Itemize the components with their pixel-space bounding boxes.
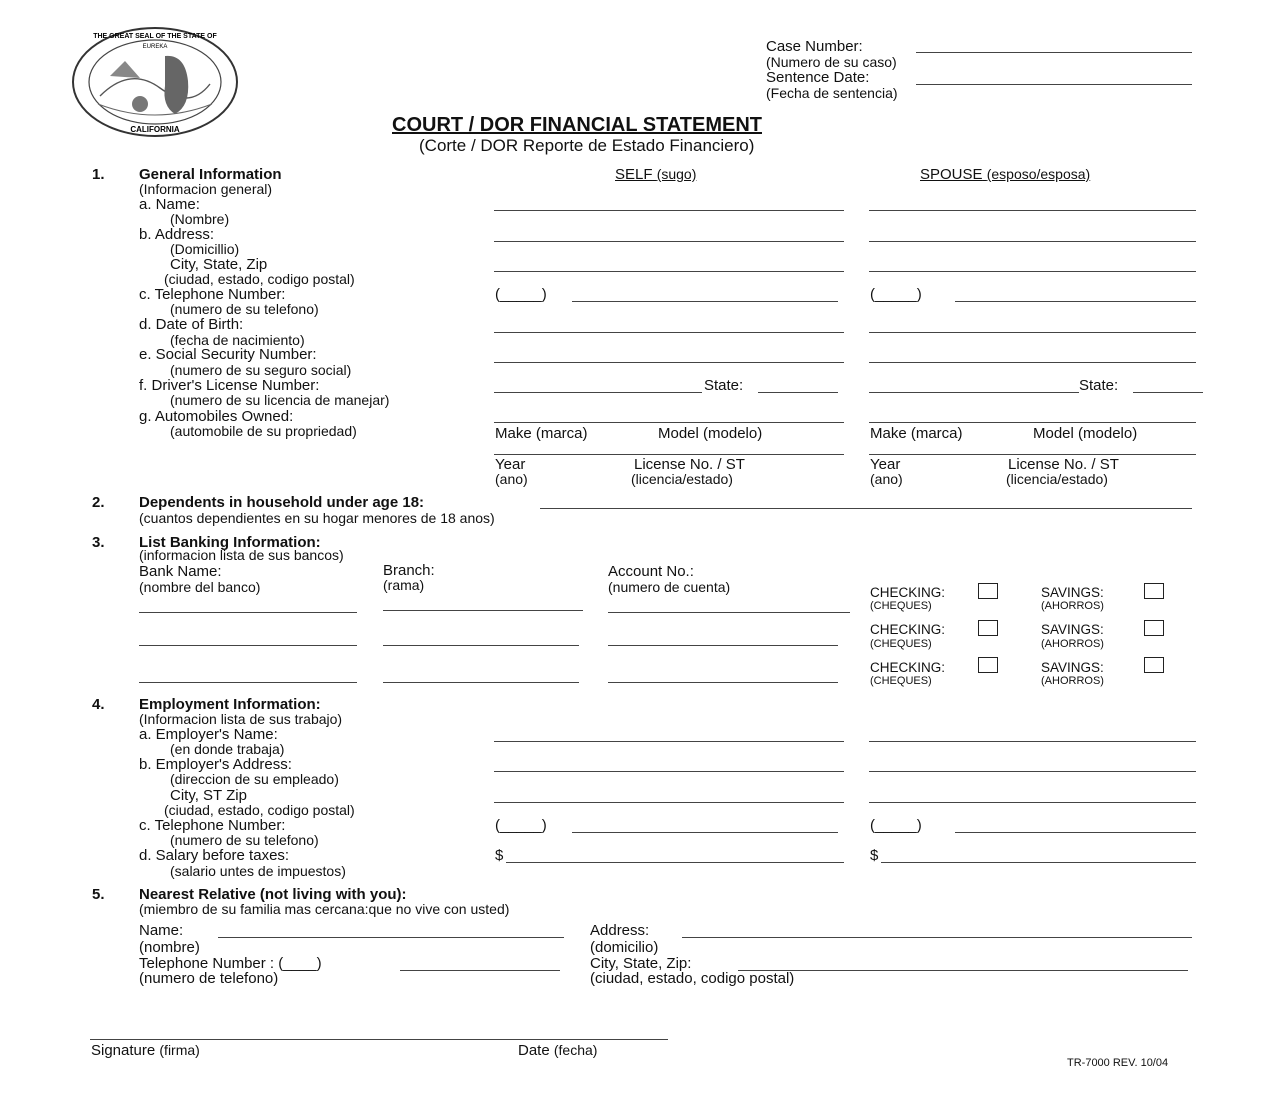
spouse-area-code[interactable]: (_____) — [870, 286, 922, 303]
spouse-license-label-es: (licencia/estado) — [1006, 471, 1108, 487]
section3-heading: List Banking Information: — [139, 534, 321, 551]
spouse-dl-state-label: State: — [1079, 377, 1119, 394]
spouse-model-label: Model (modelo) — [1033, 425, 1138, 442]
relative-name-label-es: (nombre) — [139, 939, 200, 956]
branch-field-3[interactable] — [383, 682, 579, 683]
address-label: b. Address: — [139, 226, 215, 243]
employer-name-label: a. Employer's Name: — [139, 726, 278, 743]
section2-heading: Dependents in household under age 18: — [139, 494, 425, 511]
section4-heading-es: (Informacion lista de sus trabajo) — [139, 711, 343, 727]
city-label: City, State, Zip — [170, 256, 268, 273]
branch-label: Branch: — [383, 562, 435, 579]
signature-label: Signature (firma) — [91, 1042, 200, 1059]
self-make-label: Make (marca) — [495, 425, 588, 442]
self-employer-city-field[interactable] — [494, 802, 844, 803]
self-city-field[interactable] — [494, 271, 844, 272]
city-label-es: (ciudad, estado, codigo postal) — [164, 271, 355, 287]
sentence-date-es: (Fecha de sentencia) — [766, 85, 898, 101]
dob-label: d. Date of Birth: — [139, 316, 244, 333]
self-year-label-es: (ano) — [495, 471, 528, 487]
dl-label-es: (numero de su licencia de manejar) — [170, 392, 390, 408]
case-number-label: Case Number: — [766, 38, 863, 55]
name-label-es: (Nombre) — [170, 211, 230, 227]
section1-heading-es: (Informacion general) — [139, 181, 273, 197]
seal-bottom-text: CALIFORNIA — [130, 125, 180, 134]
relative-name-label: Name: — [139, 922, 184, 939]
spouse-name-field[interactable] — [869, 210, 1196, 211]
form-id: TR-7000 REV. 10/04 — [1067, 1057, 1169, 1069]
spouse-year-license-field[interactable] — [869, 454, 1196, 455]
seal-top-text: THE GREAT SEAL OF THE STATE OF — [93, 33, 217, 40]
phone-label: c. Telephone Number: — [139, 286, 286, 303]
section2-number: 2. — [92, 494, 105, 511]
self-ssn-field[interactable] — [494, 362, 844, 363]
account-label-es: (numero de cuenta) — [608, 579, 731, 595]
account-field-2[interactable] — [608, 645, 838, 646]
spouse-employer-phone-field[interactable] — [955, 832, 1196, 833]
checking-label: CHECKING: — [870, 622, 946, 637]
section3-heading-es: (informacion lista de sus bancos) — [139, 547, 344, 563]
salary-label-es: (salario untes de impuestos) — [170, 863, 346, 879]
section1-heading: General Information — [139, 166, 282, 183]
section1-number: 1. — [92, 166, 105, 183]
bank-name-field-3[interactable] — [139, 682, 357, 683]
section3-number: 3. — [92, 534, 105, 551]
spouse-year-label-es: (ano) — [870, 471, 903, 487]
self-year-license-field[interactable] — [494, 454, 844, 455]
savings-label-es: (AHORROS) — [1041, 638, 1104, 650]
section5-heading-es: (miembro de su familia mas cercana:que no vive con usted) — [139, 901, 510, 917]
section4-number: 4. — [92, 696, 105, 713]
self-dl-state-field[interactable] — [758, 392, 838, 393]
relative-phone-label: Telephone Number : (____) — [139, 955, 322, 972]
spouse-employer-field[interactable] — [869, 741, 1196, 742]
checking-checkbox-2[interactable] — [978, 620, 998, 636]
spouse-dl-state-field[interactable] — [1133, 392, 1203, 393]
branch-field-2[interactable] — [383, 645, 579, 646]
relative-city-label-es: (ciudad, estado, codigo postal) — [590, 970, 795, 987]
relative-address-field[interactable] — [682, 937, 1192, 938]
self-dl-state-label: State: — [704, 377, 744, 394]
dl-label: f. Driver's License Number: — [139, 377, 320, 394]
self-license-label-es: (licencia/estado) — [631, 471, 733, 487]
bank-name-field-2[interactable] — [139, 645, 357, 646]
employer-phone-label: c. Telephone Number: — [139, 817, 286, 834]
spouse-dob-field[interactable] — [869, 332, 1196, 333]
account-field-1[interactable] — [608, 612, 850, 613]
savings-checkbox-1[interactable] — [1144, 583, 1164, 599]
employer-address-label-es: (direccion de su empleado) — [170, 771, 339, 787]
self-salary-dollar: $ — [495, 847, 504, 864]
section5-number: 5. — [92, 886, 105, 903]
savings-label: SAVINGS: — [1041, 660, 1104, 675]
section4-heading: Employment Information: — [139, 696, 321, 713]
self-address-field[interactable] — [494, 241, 844, 242]
checking-checkbox-3[interactable] — [978, 657, 998, 673]
savings-checkbox-2[interactable] — [1144, 620, 1164, 636]
relative-city-field[interactable] — [738, 970, 1188, 971]
relative-address-label: Address: — [590, 922, 650, 939]
spouse-employer-address-field[interactable] — [869, 771, 1196, 772]
self-salary-field[interactable] — [506, 862, 844, 863]
self-employer-address-field[interactable] — [494, 771, 844, 772]
sentence-date-field[interactable] — [916, 84, 1192, 85]
account-label: Account No.: — [608, 563, 694, 580]
salary-label: d. Salary before taxes: — [139, 847, 290, 864]
checking-label: CHECKING: — [870, 660, 946, 675]
self-make-model-field[interactable] — [494, 422, 844, 423]
savings-label: SAVINGS: — [1041, 622, 1104, 637]
employer-name-label-es: (en donde trabaja) — [170, 741, 285, 757]
california-seal-logo — [70, 26, 240, 138]
date-label: Date (fecha) — [518, 1042, 598, 1059]
spouse-address-field[interactable] — [869, 241, 1196, 242]
spouse-ssn-field[interactable] — [869, 362, 1196, 363]
spouse-year-label: Year — [870, 456, 901, 473]
account-field-3[interactable] — [608, 682, 838, 683]
savings-label-es: (AHORROS) — [1041, 675, 1104, 687]
spouse-make-model-field[interactable] — [869, 422, 1196, 423]
self-phone-field[interactable] — [572, 301, 838, 302]
spouse-salary-field[interactable] — [881, 862, 1196, 863]
seal-motto: EUREKA — [142, 44, 168, 50]
relative-phone-label-es: (numero de telefono) — [139, 970, 279, 987]
spouse-city-field[interactable] — [869, 271, 1196, 272]
relative-city-label: City, State, Zip: — [590, 955, 692, 972]
spouse-employer-city-field[interactable] — [869, 802, 1196, 803]
self-dob-field[interactable] — [494, 332, 844, 333]
phone-label-es: (numero de su telefono) — [170, 301, 319, 317]
self-employer-field[interactable] — [494, 741, 844, 742]
bank-name-label: Bank Name: — [139, 563, 222, 580]
bank-name-field-1[interactable] — [139, 612, 357, 613]
ssn-label: e. Social Security Number: — [139, 346, 317, 363]
relative-address-label-es: (domicilio) — [590, 939, 659, 956]
spouse-salary-dollar: $ — [870, 847, 879, 864]
employer-address-label: b. Employer's Address: — [139, 756, 292, 773]
signature-line[interactable] — [90, 1039, 668, 1040]
employer-city-label: City, ST Zip — [170, 787, 247, 804]
checking-label-es: (CHEQUES) — [870, 675, 932, 687]
ssn-label-es: (numero de su seguro social) — [170, 362, 352, 378]
spouse-make-label: Make (marca) — [870, 425, 963, 442]
auto-label-es: (automobile de su propriedad) — [170, 423, 357, 439]
case-number-field[interactable] — [916, 52, 1192, 53]
self-model-label: Model (modelo) — [658, 425, 763, 442]
savings-label: SAVINGS: — [1041, 585, 1104, 600]
dob-label-es: (fecha de nacimiento) — [170, 332, 305, 348]
relative-phone-field[interactable] — [400, 970, 560, 971]
section2-heading-es: (cuantos dependientes en su hogar menores de 18 anos) — [139, 510, 495, 526]
spouse-column-header: SPOUSE (esposo/esposa) — [920, 166, 1091, 183]
spouse-license-label: License No. / ST — [1008, 456, 1119, 473]
auto-label: g. Automobiles Owned: — [139, 408, 294, 425]
employer-city-label-es: (ciudad, estado, codigo postal) — [164, 802, 355, 818]
relative-name-field[interactable] — [218, 937, 564, 938]
page-subtitle: (Corte / DOR Reporte de Estado Financiero) — [419, 136, 755, 155]
address-label-es: (Domicillio) — [170, 241, 240, 257]
self-license-label: License No. / ST — [634, 456, 745, 473]
checking-checkbox-1[interactable] — [978, 583, 998, 599]
self-employer-phone-field[interactable] — [572, 832, 838, 833]
case-number-es: (Numero de su caso) — [766, 54, 897, 70]
spouse-phone-field[interactable] — [955, 301, 1196, 302]
branch-field-1[interactable] — [383, 610, 583, 611]
sentence-date-label: Sentence Date: — [766, 69, 870, 86]
self-area-code[interactable]: (_____) — [495, 286, 547, 303]
self-name-field[interactable] — [494, 210, 844, 211]
checking-label-es: (CHEQUES) — [870, 638, 932, 650]
bank-name-label-es: (nombre del banco) — [139, 579, 261, 595]
savings-label-es: (AHORROS) — [1041, 600, 1104, 612]
spouse-dl-field[interactable] — [869, 392, 1079, 393]
page-title: COURT / DOR FINANCIAL STATEMENT — [392, 114, 762, 136]
self-employer-area-code[interactable]: (_____) — [495, 817, 547, 834]
checking-label: CHECKING: — [870, 585, 946, 600]
dependents-field[interactable] — [540, 508, 1192, 509]
checking-label-es: (CHEQUES) — [870, 600, 932, 612]
spouse-employer-area-code[interactable]: (_____) — [870, 817, 922, 834]
self-dl-field[interactable] — [494, 392, 702, 393]
section5-heading: Nearest Relative (not living with you): — [139, 886, 407, 903]
employer-phone-label-es: (numero de su telefono) — [170, 832, 319, 848]
branch-label-es: (rama) — [383, 577, 425, 593]
savings-checkbox-3[interactable] — [1144, 657, 1164, 673]
self-column-header: SELF (sugo) — [615, 166, 697, 183]
name-label: a. Name: — [139, 196, 200, 213]
self-year-label: Year — [495, 456, 526, 473]
